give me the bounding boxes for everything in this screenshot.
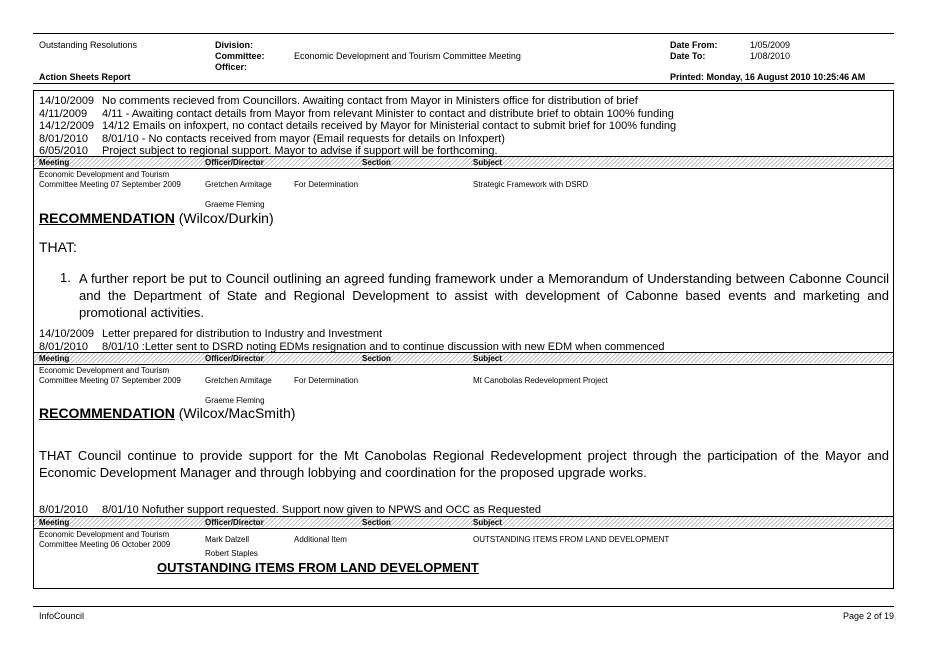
- committee-value: Economic Development and Tourism Committee Meeting: [294, 51, 521, 61]
- col-meeting: Meeting: [39, 158, 70, 167]
- note-text: 14/12 Emails on infoxpert, no contact details received by Mayor for Ministerial contact to submit brief for 100% funding: [102, 120, 677, 132]
- recommendation-heading: [39, 210, 274, 226]
- item-officer: Mark Dalzell: [205, 535, 250, 544]
- item-meeting: Economic Development and Tourism Committee Meeting 07 September 2009: [39, 170, 181, 189]
- recommendation-title: RECOMMENDATION: [39, 405, 175, 421]
- note-date: 8/01/2010: [39, 132, 88, 145]
- note-text: 8/01/10 Nofuther support requested. Support now given to NPWS and OCC as Requested: [102, 504, 542, 516]
- item-officer: Gretchen Armitage: [205, 180, 272, 189]
- section-heading: OUTSTANDING ITEMS FROM LAND DEVELOPMENT: [157, 560, 479, 575]
- report-type: Outstanding Resolutions: [39, 40, 138, 50]
- note-date: 14/10/2009: [39, 95, 95, 107]
- note-row: [39, 133, 505, 146]
- col-meeting: Meeting: [39, 354, 70, 363]
- note-text: 8/01/10 - No contacts received from mayor (Email requests for details on Infoxpert): [102, 132, 505, 145]
- col-officer: Officer/Director: [205, 158, 264, 167]
- col-officer: Officer/Director: [205, 518, 264, 527]
- col-section: Section: [362, 158, 391, 167]
- col-subject: Subject: [473, 158, 502, 167]
- note-text: Letter prepared for distribution to Industry and Investment: [102, 328, 383, 340]
- recommendation-text: A further report be put to Council outlining an agreed funding framework under a Memorandum of Understanding between Cabonne Council and the Department of State and Regional Development to assist with development of Cabonne based events and marketing and promotional activities.: [79, 271, 889, 320]
- table-header-bar: [34, 517, 893, 527]
- item-section: For Determination: [294, 180, 359, 189]
- printed-line: [670, 72, 865, 83]
- note-date: 14/10/2009: [39, 328, 95, 340]
- date-from-label: Date From:: [670, 40, 718, 50]
- note-text: 8/01/10 :Letter sent to DSRD noting EDMs resignation and to continue discussion with new EDM when commenced: [102, 340, 665, 353]
- note-row: [39, 504, 541, 517]
- item-subject: Mt Canobolas Redevelopment Project: [473, 376, 608, 385]
- item-subject: Strategic Framework with DSRD: [473, 180, 589, 189]
- recommendation-movers: (Wilcox/MacSmith): [174, 405, 296, 421]
- item-director: Graeme Fleming: [205, 200, 265, 209]
- date-to-value: 1/08/2010: [750, 51, 791, 61]
- table-header-bar: [34, 353, 893, 363]
- item-meeting: Economic Development and Tourism Committee Meeting 06 October 2009: [39, 530, 171, 549]
- row-divider: [34, 528, 893, 529]
- item-section: Additional Item: [294, 535, 347, 544]
- that-label: THAT:: [39, 239, 77, 255]
- item-section: For Determination: [294, 376, 359, 385]
- recommendation-movers: (Wilcox/Durkin): [174, 210, 274, 226]
- col-subject: Subject: [473, 518, 502, 527]
- recommendation-heading: [39, 405, 295, 421]
- note-text: Project subject to regional support. Mayor to advise if support will be forthcoming.: [102, 145, 498, 157]
- note-date: 8/01/2010: [39, 504, 88, 516]
- col-section: Section: [362, 354, 391, 363]
- row-divider: [34, 168, 893, 169]
- officer-label: Officer:: [215, 62, 248, 72]
- note-date: 4/11/2009: [39, 107, 88, 120]
- col-officer: Officer/Director: [205, 354, 264, 363]
- col-meeting: Meeting: [39, 518, 70, 527]
- note-text: No comments recieved from Councillors. Awaiting contact from Mayor in Ministers office for distribution of brief: [102, 95, 638, 107]
- item-director: Graeme Fleming: [205, 396, 265, 405]
- note-row: [39, 120, 676, 133]
- footer-left: InfoCouncil: [39, 611, 85, 621]
- list-number: 1.: [60, 270, 71, 285]
- footer-rule: [33, 606, 894, 607]
- page-number: Page 2 of 19: [842, 611, 894, 621]
- header-bottom-rule: [33, 83, 894, 84]
- date-from-value: 1/05/2009: [750, 40, 791, 50]
- recommendation-title: RECOMMENDATION: [39, 210, 175, 226]
- row-divider: [34, 364, 893, 365]
- header-top-rule: [33, 33, 894, 34]
- col-subject: Subject: [473, 354, 502, 363]
- printed-value: Monday, 16 August 2010 10:25:46 AM: [706, 72, 866, 82]
- col-section: Section: [362, 518, 391, 527]
- committee-label: Committee:: [215, 51, 265, 61]
- note-row: [39, 328, 382, 341]
- note-row: [39, 95, 638, 108]
- note-date: 6/05/2010: [39, 145, 88, 157]
- item-officer: Gretchen Armitage: [205, 376, 272, 385]
- item-subject: OUTSTANDING ITEMS FROM LAND DEVELOPMENT: [473, 535, 670, 544]
- table-header-bar: [34, 157, 893, 167]
- note-date: 8/01/2010: [39, 340, 88, 353]
- note-date: 14/12/2009: [39, 120, 95, 132]
- date-to-label: Date To:: [670, 51, 706, 61]
- division-label: Division:: [215, 40, 254, 50]
- item-meeting: Economic Development and Tourism Committee Meeting 07 September 2009: [39, 366, 181, 385]
- note-text: 4/11 - Awaiting contact details from Mayor from relevant Minister to contact and distribute brief to obtain 100% funding: [102, 107, 674, 120]
- recommendation-text: THAT Council continue to provide support for the Mt Canobolas Regional Redevelopment project through the participation of the Mayor and Economic Development Manager and through lobbying and coordination for the proposed upgrade works.: [39, 448, 889, 480]
- printed-label: Printed:: [670, 72, 705, 82]
- note-row: [39, 108, 674, 121]
- item-director: Robert Staples: [205, 549, 258, 558]
- report-name: Action Sheets Report: [39, 72, 131, 82]
